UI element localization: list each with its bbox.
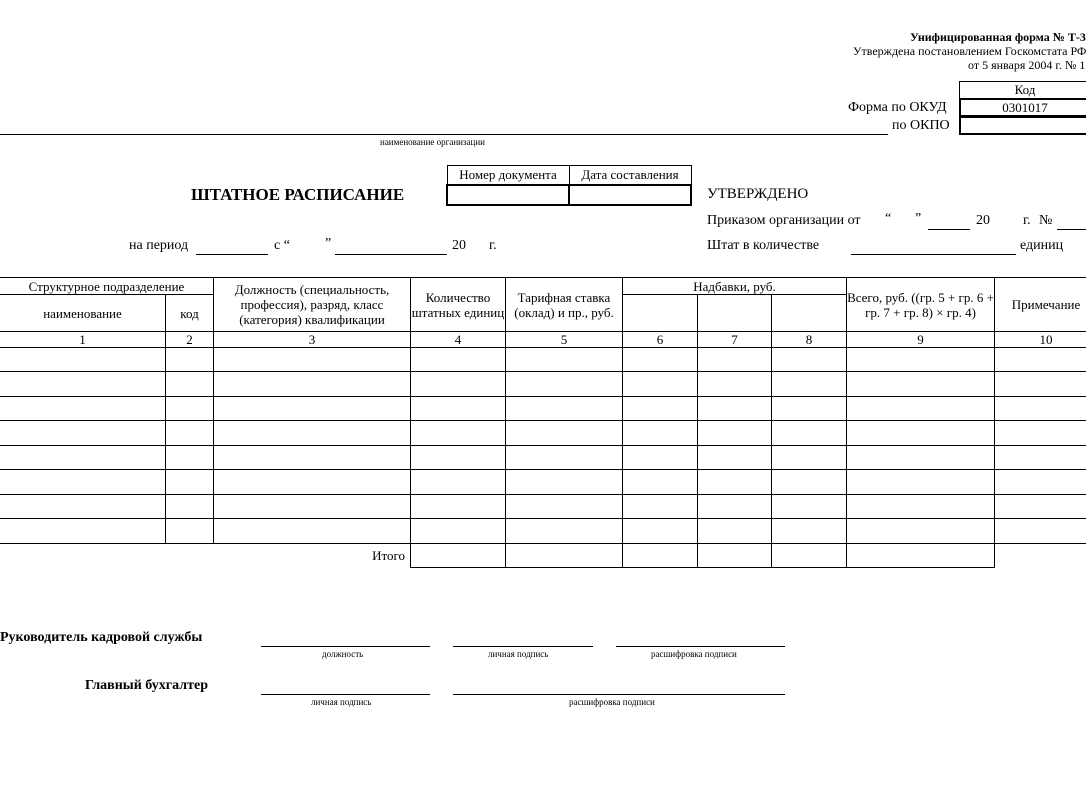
total-header: Всего, руб. ((гр. 5 + гр. 6 + гр. 7 + гр. 8) × гр. 4) bbox=[847, 278, 995, 332]
acc-signature-caption: личная подпись bbox=[311, 697, 372, 707]
table-cell[interactable] bbox=[506, 495, 623, 519]
table-cell[interactable] bbox=[623, 470, 698, 495]
units-label: единиц bbox=[1020, 238, 1064, 253]
table-cell[interactable] bbox=[995, 470, 1086, 495]
table-row bbox=[0, 421, 1086, 446]
order-quote-open: “ bbox=[885, 211, 892, 226]
table-cell[interactable] bbox=[623, 495, 698, 519]
count-header: Количество штатных единиц bbox=[411, 278, 506, 332]
table-cell[interactable] bbox=[411, 372, 506, 397]
hr-position-line[interactable] bbox=[261, 646, 430, 647]
table-cell[interactable] bbox=[166, 495, 214, 519]
col-number: 7 bbox=[698, 332, 772, 348]
table-cell[interactable] bbox=[623, 348, 698, 372]
table-cell[interactable] bbox=[995, 495, 1086, 519]
table-cell[interactable] bbox=[166, 397, 214, 421]
total-cell[interactable] bbox=[772, 544, 847, 568]
column-numbers-row bbox=[0, 332, 1086, 348]
table-cell[interactable] bbox=[847, 421, 995, 446]
table-cell[interactable] bbox=[847, 348, 995, 372]
table-cell[interactable] bbox=[411, 348, 506, 372]
table-cell[interactable] bbox=[506, 348, 623, 372]
period-year-prefix: 20 bbox=[452, 238, 466, 253]
position-header: Должность (специальность, профессия), разряд, класс (категория) квалификации bbox=[214, 278, 411, 332]
col-number: 1 bbox=[0, 332, 166, 348]
page-title: ШТАТНОЕ РАСПИСАНИЕ bbox=[191, 185, 405, 204]
table-cell[interactable] bbox=[166, 470, 214, 495]
code-header: Код bbox=[1014, 82, 1036, 97]
table-cell[interactable] bbox=[772, 495, 847, 519]
table-cell[interactable] bbox=[772, 372, 847, 397]
table-cell[interactable] bbox=[214, 519, 411, 544]
doc-date-header: Дата составления bbox=[569, 166, 691, 185]
total-cell[interactable] bbox=[506, 544, 623, 568]
total-cell[interactable] bbox=[623, 544, 698, 568]
allowance-col-8 bbox=[772, 295, 847, 332]
doc-number-value[interactable] bbox=[447, 185, 569, 205]
table-cell[interactable] bbox=[411, 397, 506, 421]
order-number-line[interactable] bbox=[1057, 229, 1086, 230]
table-cell[interactable] bbox=[698, 421, 772, 446]
okpo-value bbox=[961, 118, 1086, 133]
table-cell[interactable] bbox=[698, 372, 772, 397]
table-cell[interactable] bbox=[214, 372, 411, 397]
table-cell[interactable] bbox=[847, 397, 995, 421]
table-cell[interactable] bbox=[214, 397, 411, 421]
table-cell[interactable] bbox=[698, 348, 772, 372]
table-cell[interactable] bbox=[166, 421, 214, 446]
okpo-label: по ОКПО bbox=[892, 118, 950, 133]
period-month-line[interactable] bbox=[335, 254, 447, 255]
table-cell[interactable] bbox=[623, 397, 698, 421]
order-label: Приказом организации от bbox=[707, 213, 861, 228]
table-cell[interactable] bbox=[166, 446, 214, 470]
note-header: Примечание bbox=[995, 278, 1086, 332]
table-cell[interactable] bbox=[214, 421, 411, 446]
table-cell[interactable] bbox=[0, 495, 166, 519]
table-cell[interactable] bbox=[506, 446, 623, 470]
table-cell[interactable] bbox=[506, 470, 623, 495]
order-year-suffix: г. bbox=[1023, 213, 1031, 228]
staff-label: Штат в количестве bbox=[707, 238, 820, 253]
hr-signature-caption: личная подпись bbox=[488, 649, 549, 659]
table-cell[interactable] bbox=[506, 519, 623, 544]
table-cell[interactable] bbox=[698, 470, 772, 495]
table-cell[interactable] bbox=[411, 519, 506, 544]
allowance-col-6 bbox=[623, 295, 698, 332]
table-cell[interactable] bbox=[166, 348, 214, 372]
hr-decoding-line[interactable] bbox=[616, 646, 785, 647]
period-from-label: с “ bbox=[274, 238, 290, 253]
order-month-line[interactable] bbox=[928, 229, 970, 230]
table-cell[interactable] bbox=[995, 446, 1086, 470]
table-row bbox=[0, 519, 1086, 544]
table-row bbox=[0, 470, 1086, 495]
table-cell[interactable] bbox=[0, 446, 166, 470]
table-cell[interactable] bbox=[214, 470, 411, 495]
accountant-label: Главный бухгалтер bbox=[85, 678, 208, 693]
table-cell[interactable] bbox=[847, 470, 995, 495]
table-row bbox=[0, 372, 1086, 397]
period-year-suffix: г. bbox=[489, 238, 497, 253]
table-cell[interactable] bbox=[698, 446, 772, 470]
table-cell[interactable] bbox=[995, 372, 1086, 397]
table-cell[interactable] bbox=[623, 446, 698, 470]
table-cell[interactable] bbox=[411, 470, 506, 495]
approved-by-text: Утверждена постановлением Госкомстата РФ bbox=[853, 44, 1086, 58]
table-cell[interactable] bbox=[847, 372, 995, 397]
table-cell[interactable] bbox=[0, 397, 166, 421]
col-number: 4 bbox=[411, 332, 506, 348]
table-cell[interactable] bbox=[772, 470, 847, 495]
order-quote-close: ” bbox=[915, 211, 922, 226]
table-cell[interactable] bbox=[506, 397, 623, 421]
table-cell[interactable] bbox=[0, 421, 166, 446]
table-cell[interactable] bbox=[772, 397, 847, 421]
table-cell[interactable] bbox=[0, 519, 166, 544]
okud-value: 0301017 bbox=[1002, 99, 1048, 115]
staff-schedule-table bbox=[0, 277, 1086, 568]
hr-head-label: Руководитель кадровой службы bbox=[0, 630, 203, 645]
table-cell[interactable] bbox=[214, 446, 411, 470]
period-day-line[interactable] bbox=[196, 254, 268, 255]
table-cell[interactable] bbox=[166, 519, 214, 544]
order-number-sign: № bbox=[1039, 213, 1053, 228]
table-cell[interactable] bbox=[623, 372, 698, 397]
total-cell[interactable] bbox=[847, 544, 995, 568]
col-number: 9 bbox=[847, 332, 995, 348]
hr-decoding-caption: расшифровка подписи bbox=[651, 649, 737, 659]
acc-decoding-caption: расшифровка подписи bbox=[569, 697, 655, 707]
table-cell[interactable] bbox=[0, 470, 166, 495]
col-number: 10 bbox=[995, 332, 1086, 348]
total-cell[interactable] bbox=[411, 544, 506, 568]
table-cell[interactable] bbox=[995, 397, 1086, 421]
table-cell[interactable] bbox=[623, 519, 698, 544]
okud-label: Форма по ОКУД bbox=[848, 100, 947, 115]
table-cell[interactable] bbox=[506, 372, 623, 397]
unit-name-header: наименование bbox=[0, 295, 166, 332]
org-name-line[interactable] bbox=[0, 134, 888, 135]
table-cell[interactable] bbox=[0, 348, 166, 372]
okud-cell[interactable] bbox=[959, 98, 1086, 117]
table-cell[interactable] bbox=[847, 446, 995, 470]
table-cell[interactable] bbox=[698, 397, 772, 421]
code-header-cell bbox=[959, 81, 1086, 99]
table-cell[interactable] bbox=[847, 495, 995, 519]
table-cell[interactable] bbox=[411, 421, 506, 446]
table-cell[interactable] bbox=[506, 421, 623, 446]
table-cell[interactable] bbox=[698, 519, 772, 544]
col-number: 3 bbox=[214, 332, 411, 348]
okpo-cell[interactable] bbox=[959, 116, 1086, 135]
org-name-caption: наименование организации bbox=[380, 137, 485, 147]
allowances-header: Надбавки, руб. bbox=[623, 278, 847, 295]
approved-date-text: от 5 января 2004 г. № 1 bbox=[968, 58, 1086, 72]
rate-header: Тарифная ставка (оклад) и пр., руб. bbox=[506, 278, 623, 332]
table-row bbox=[0, 495, 1086, 519]
allowance-col-7 bbox=[698, 295, 772, 332]
form-name: Унифицированная форма № Т-3 bbox=[910, 30, 1086, 44]
table-cell[interactable] bbox=[995, 519, 1086, 544]
col-number: 2 bbox=[166, 332, 214, 348]
total-empty bbox=[995, 544, 1086, 568]
acc-decoding-line[interactable] bbox=[453, 694, 785, 695]
table-cell[interactable] bbox=[214, 495, 411, 519]
total-cell[interactable] bbox=[698, 544, 772, 568]
table-cell[interactable] bbox=[772, 519, 847, 544]
table-cell[interactable] bbox=[698, 495, 772, 519]
table-cell[interactable] bbox=[772, 446, 847, 470]
table-cell[interactable] bbox=[411, 495, 506, 519]
table-row bbox=[0, 348, 1086, 372]
col-number: 6 bbox=[623, 332, 698, 348]
table-cell[interactable] bbox=[411, 446, 506, 470]
table-cell[interactable] bbox=[166, 372, 214, 397]
table-cell[interactable] bbox=[847, 519, 995, 544]
table-row bbox=[0, 446, 1086, 470]
col-number: 8 bbox=[772, 332, 847, 348]
doc-date-value[interactable] bbox=[569, 185, 691, 205]
total-label: Итого bbox=[0, 544, 411, 568]
staff-count-line[interactable] bbox=[851, 254, 1016, 255]
col-number: 5 bbox=[506, 332, 623, 348]
period-label: на период bbox=[129, 238, 189, 253]
approved-heading: УТВЕРЖДЕНО bbox=[707, 186, 809, 202]
table-cell[interactable] bbox=[995, 421, 1086, 446]
total-row bbox=[0, 544, 1086, 568]
hr-signature-line[interactable] bbox=[453, 646, 593, 647]
table-cell[interactable] bbox=[214, 348, 411, 372]
period-quote-close: ” bbox=[325, 236, 332, 251]
hr-position-caption: должность bbox=[322, 649, 364, 659]
acc-signature-line[interactable] bbox=[261, 694, 430, 695]
order-year-prefix: 20 bbox=[976, 213, 990, 228]
table-cell[interactable] bbox=[995, 348, 1086, 372]
table-cell[interactable] bbox=[0, 372, 166, 397]
table-row bbox=[0, 397, 1086, 421]
structural-unit-header: Структурное подразделение bbox=[0, 278, 214, 295]
unit-code-header: код bbox=[166, 295, 214, 332]
table-cell[interactable] bbox=[772, 348, 847, 372]
doc-number-header: Номер документа bbox=[447, 166, 569, 185]
table-cell[interactable] bbox=[772, 421, 847, 446]
table-cell[interactable] bbox=[623, 421, 698, 446]
doc-number-table bbox=[446, 165, 692, 206]
